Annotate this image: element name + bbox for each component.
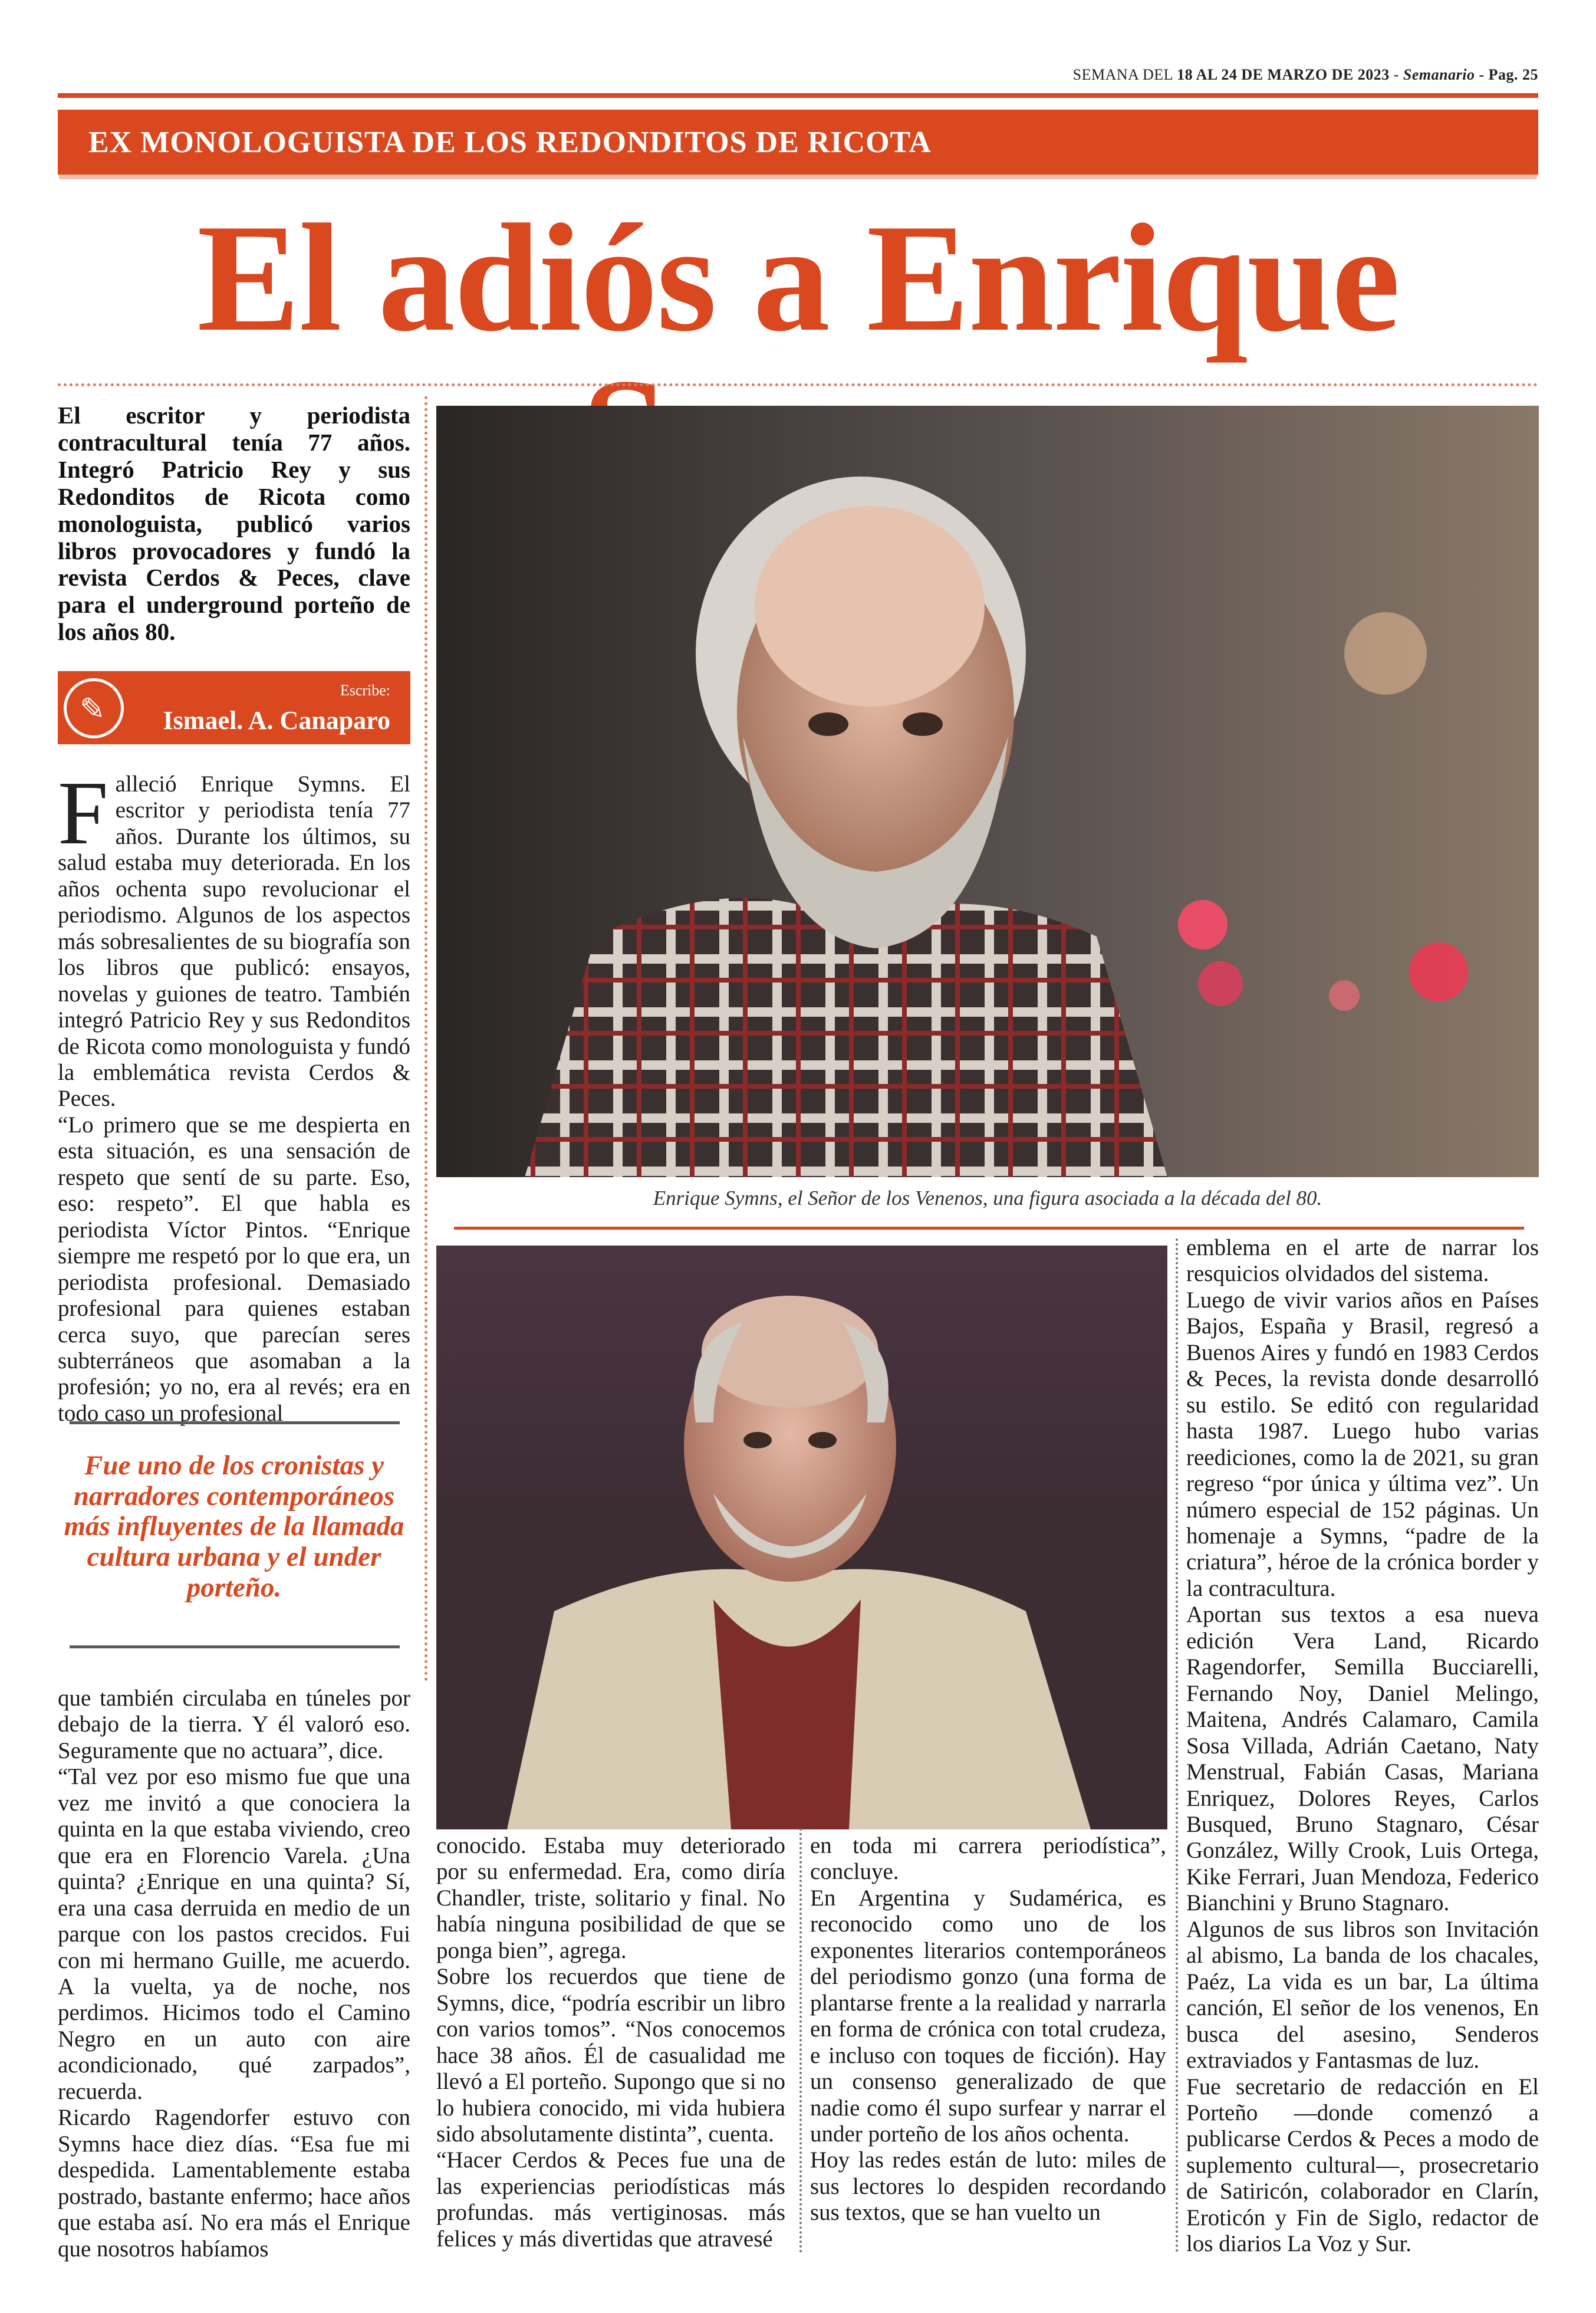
column-separator <box>799 1828 802 2253</box>
byline-label: Escribe: <box>340 682 390 699</box>
article-paragraph: “Hacer Cerdos & Peces fue una de las experiencias periodísticas más profundas. más vertiginosas. más felices y más divertidas que atravesé <box>436 2147 785 2252</box>
headline-divider <box>58 383 1538 386</box>
article-paragraph: Algunos de sus libros son Invitación al abismo, La banda de los chacales, Paéz, La vida es un bar, La última canción, El señor de los venenos, En busca del asesino, Senderos extraviados y Fantasmas de luz. <box>1186 1916 1539 2074</box>
article-paragraph: Luego de vivir varios años en Países Bajos, España y Brasil, regresó a Buenos Aires y fundó en 1983 Cerdos & Peces, la revista donde desarrolló su estilo. Se editó con regularidad hasta 1987. Luego hubo varias reediciones, como la de 2021, su gran regreso “por única y última vez”. Un número especial de 152 páginas. Un homenaje a Symns, “padre de la criatura”, héroe de la crónica border y la contracultura. <box>1186 1287 1539 1601</box>
article-column-4 <box>1186 1235 1539 2258</box>
caption-rule <box>454 1227 1524 1230</box>
byline-author: Ismael. A. Canaparo <box>163 706 390 735</box>
article-paragraph: que también circulaba en túneles por debajo de la tierra. Y él valoró eso. Seguramente que no actuara”, dice. <box>58 1686 410 1763</box>
article-paragraph: Fue secretario de redacción en El Porteño —donde comenzó a publicarse Cerdos & Peces a modo de suplemento cultural—, prosecretario de Satiricón, colaborador en Clarín, Eroticón y Fin de Siglo, redactor de los diarios La Voz y Sur. <box>1186 2074 1539 2257</box>
article-paragraph: en toda mi carrera periodística”, concluye. <box>810 1833 1166 1885</box>
kicker-banner <box>58 110 1538 175</box>
article-paragraph: “Tal vez por eso mismo fue que una vez me invitó a que conociera la quinta en la que estaba viviendo, creo que era en Florencio Varela. ¿Una quinta? ¿Enrique en una quinta? Sí, era una casa derruida en medio de un parque con los pastos crecidos. Fui con mi hermano Guille, me acuerdo. A la vuelta, ya de noche, nos perdimos. Hicimos todo el Camino Negro en un auto con aire acondicionado, qué zarpados”, recuerda. <box>58 1764 410 2104</box>
folio-section: Semanario <box>1403 66 1475 83</box>
drop-cap: F <box>58 763 108 863</box>
article-paragraph: Aportan sus textos a esa nueva edición Vera Land, Ricardo Ragendorfer, Semilla Bucciarelli, Fernando Noy, Daniel Melingo, Maitena, Andrés Calamaro, Camila Sosa Villada, Adrián Caetano, Naty Menstrual, Fabián Casas, Mariana Enriquez, Dolores Reyes, Carlos Busqued, Bruno Stagnaro, César González, Willy Crook, Luis Ortega, Kike Ferrari, Juan Mendoza, Federico Bianchini y Bruno Stagnaro. <box>1186 1602 1539 1916</box>
pullquote-bottom-rule <box>70 1645 400 1648</box>
article-paragraph: emblema en el arte de narrar los resquicios olvidados del sistema. <box>1186 1235 1539 1287</box>
article-column-2 <box>436 1833 785 2252</box>
author-logo-icon: ✎ <box>64 678 124 738</box>
pull-quote: Fue uno de los cronistas y narradores contemporáneos más influyentes de la llamada cultura urbana y el under porteño. <box>64 1450 404 1603</box>
folio-prefix: SEMANA DEL <box>1072 66 1173 83</box>
article-paragraph: En Argentina y Sudamérica, es reconocido como uno de los exponentes literarios contemporáneos del periodismo gonzo (una forma de plantarse frente a la realidad y narrarla en forma de crónica con total crudeza, e incluso con toques de ficción). Hay un consenso generalizado de que nadie como él supo surfear y narrar el under porteño de los años ochenta. <box>810 1885 1166 2147</box>
pullquote-top-rule <box>70 1421 400 1424</box>
folio-page: - Pag. 25 <box>1479 66 1538 83</box>
article-paragraph: Sobre los recuerdos que tiene de Symns, dice, “podría escribir un libro con varios tomos”. “Nos conocemos hace 38 años. Él de casualidad me llevó a El porteño. Supongo que si no lo hubiera conocido, mi vida hubiera sido absolutamente distinta”, cuenta. <box>436 1964 785 2147</box>
kicker-text: EX MONOLOGUISTA DE LOS REDONDITOS DE RICOTA <box>88 126 932 159</box>
article-column-3 <box>810 1833 1166 2226</box>
article-paragraph: Ricardo Ragendorfer estuvo con Symns hace diez días. “Esa fue mi despedida. Lamentablemente estaba postrado, bastante enfermo; hace años que estaba así. No era más el Enrique que nosotros habíamos <box>58 2105 410 2262</box>
folio-dates: 18 AL 24 DE MARZO DE 2023 <box>1177 66 1390 83</box>
main-photo <box>436 406 1539 1177</box>
column-separator <box>1176 1238 1178 2253</box>
byline-box <box>58 671 410 744</box>
article-column-1-bottom <box>58 1686 410 2262</box>
headline: El adiós a Enrique <box>197 192 1399 363</box>
kicker-top-rule <box>58 93 1538 98</box>
article-paragraph: “Lo primero que se me despierta en esta situación, es una sensación de respeto que sentí de su parte. Eso, eso: respeto”. El que habla es periodista Víctor Pintos. “Enrique siempre me respetó por lo que era, un periodista profesional. Demasiado profesional para quienes estaban cerca suyo, que parecían seres subterráneos que asomaban a la profesión; yo no, era al revés; era en todo caso un profesional <box>58 1112 410 1426</box>
folio-sep: - <box>1393 66 1399 83</box>
article-paragraph: Hoy las redes están de luto: miles de sus lectores lo despiden recordando sus textos, que se han vuelto un <box>810 2147 1166 2226</box>
secondary-photo <box>436 1246 1167 1829</box>
lead-paragraph: El escritor y periodista contracultural tenía 77 años. Integró Patricio Rey y sus Redonditos de Ricota como monologuista, publicó varios libros provocadores y fundó la revista Cerdos & Peces, clave para el underground porteño de los años 80. <box>58 402 410 646</box>
article-paragraph: conocido. Estaba muy deteriorado por su enfermedad. Era, como diría Chandler, triste, solitario y final. No había ninguna posibilidad de que se ponga bien”, agrega. <box>436 1833 785 1963</box>
left-column-separator <box>424 396 427 1682</box>
photo-caption: Enrique Symns, el Señor de los Venenos, una figura asociada a la década del 80. <box>653 1187 1322 1210</box>
article-paragraph: Falleció Enrique Symns. El escritor y periodista tenía 77 años. Durante los últimos, su salud estaba muy deteriorada. En los años ochenta supo revolucionar el periodismo. Algunos de los aspectos más sobresalientes de su biografía son los libros que publicó: ensayos, novelas y guiones de teatro. También integró Patricio Rey y sus Redonditos de Ricota como monologuista y fundó la emblemática revista Cerdos & Peces. <box>58 763 410 1112</box>
page-folio <box>1073 66 1538 84</box>
article-column-1-top <box>58 763 410 1427</box>
